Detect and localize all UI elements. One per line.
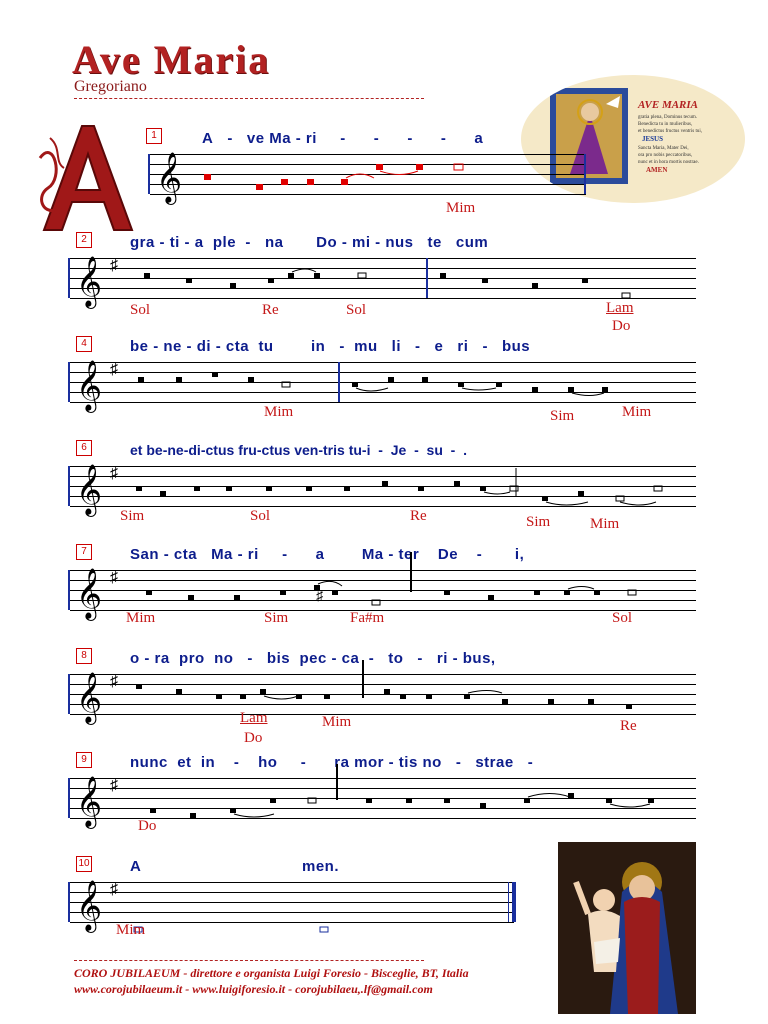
chord-label: Lam [606,300,634,316]
syllable: Ma [269,130,292,147]
chord-label: Mim [126,610,156,626]
syllable: - [153,338,159,355]
sharp-icon: ♯ [110,361,118,378]
syllable: et [177,754,192,771]
illumination-line: Sancta Maria, Mater Dei, [638,146,689,151]
syllable: A [202,130,214,147]
music-system-6 [68,648,696,748]
system-number: 8 [76,648,92,664]
syllable: De [437,546,459,563]
syllable: Je [390,442,407,458]
chord-label: Sol [346,302,367,318]
syllable: - [237,546,244,563]
syllable: - [361,442,367,458]
system-number: 1 [146,128,162,144]
sharp-icon: ♯ [110,881,118,898]
syllable: - [452,650,459,667]
syllable: nunc [130,754,168,771]
chord-label: Sol [130,302,151,318]
illumination-line: nunc et in hora mortis nostrae. [638,160,699,165]
syllable: - [476,546,483,563]
syllable: a [315,546,325,563]
syllable: men. [302,858,340,875]
chord-label: Mim [590,516,620,532]
syllable: - [375,234,381,251]
syllable: ctus [205,442,235,458]
chord-label: Sim [120,508,145,524]
treble-clef-icon: 𝄞 [76,464,103,515]
syllable: ple [212,234,237,251]
syllable: - [341,234,348,251]
title-divider [74,98,424,99]
syllable: pro [179,650,205,667]
illumination-line: AMEN [646,166,668,174]
syllable: - [440,130,447,147]
staff [148,152,586,203]
chord-label: Re [410,508,427,524]
syllable: tu [348,442,362,458]
system-number: 6 [76,440,92,456]
syllable: strae [475,754,514,771]
syllable: - [339,338,345,355]
syllable: - [247,650,253,667]
sharp-icon: ♯ [110,777,118,794]
treble-clef-icon: 𝄞 [76,360,103,411]
syllable: - [407,130,413,147]
music-system-4 [68,440,696,540]
syllable: cta [225,338,250,355]
syllable: di [188,442,201,458]
syllable: bus [501,338,531,355]
illumination-line: Benedicta tu in mulieribus, [638,122,693,127]
syllable: nus [385,234,414,251]
page-title: Ave Maria [72,37,271,82]
syllable: ri [457,338,469,355]
syllable: mor [354,754,384,771]
syllable: - [295,130,302,147]
syllable: ri [247,546,259,563]
syllable: San [130,546,160,563]
syllable: no [214,650,234,667]
syllable: - [455,754,462,771]
treble-clef-icon: 𝄞 [156,152,183,203]
syllable: - [184,234,191,251]
syllable: tis [398,754,418,771]
treble-clef-icon: 𝄞 [76,880,103,931]
syllable: - [331,650,337,667]
syllable: be [130,338,149,355]
syllable: - [163,546,170,563]
syllable: li [391,338,402,355]
music-system-3 [68,336,696,436]
illumination-line: et benedictus fructus ventris tui, [638,129,703,134]
sharp-icon: ♯ [110,569,118,586]
syllable: - [300,754,307,771]
chord-label: Mim [116,922,146,938]
syllable: i, [514,546,525,563]
system-number: 4 [76,336,92,352]
notes [70,664,696,726]
chord-label: Do [244,730,263,746]
notes [70,352,696,414]
syllable: - [215,338,222,355]
chord-label: Fa#m [350,610,385,626]
chord-label: Sim [264,610,289,626]
syllable: ra [334,754,350,771]
illumination-line: AVE MARIA [638,99,699,111]
syllable: o [130,650,140,667]
syllable: - [282,546,288,563]
chord-label: Lam [240,710,268,726]
syllable: ra [154,650,170,667]
syllable: te [427,234,442,251]
syllable: ri [436,650,448,667]
syllable: su [426,442,443,458]
chord-label: Mim [622,404,652,420]
illumination-line: gratia plena, Dominus tecum. [638,115,698,120]
sharp-icon: ♯ [110,465,118,482]
syllable: - [256,442,262,458]
system-number: 2 [76,232,92,248]
music-system-2 [68,232,696,332]
chord-label: Do [612,318,631,334]
syllable: Ma [211,546,233,563]
sharp-icon: ♯ [316,587,323,603]
page-subtitle: Gregoriano [74,78,147,95]
syllable: - [200,442,206,458]
syllable: ter [398,546,420,563]
treble-clef-icon: 𝄞 [76,776,103,827]
syllable: ca [341,650,360,667]
music-system-5 [68,544,696,644]
syllable: ve [246,130,265,147]
system-number: 9 [76,752,92,768]
notes [70,768,696,830]
chord-label: Mim [322,714,352,730]
chord-label: Do [138,818,157,834]
syllable: a [474,130,484,147]
syllable: ne [167,442,184,458]
system-number: 10 [76,856,92,872]
notes [150,144,586,206]
syllable: ho [258,754,278,771]
illumination-line: ora pro nobis peccatoribus, [638,153,693,158]
chord-label: Mim [264,404,294,420]
syllable: - [368,650,375,667]
syllable: e [434,338,444,355]
illumination-line: JESUS [642,135,664,143]
notes [70,248,696,310]
syllable: bus, [462,650,496,667]
syllable: no [422,754,442,771]
chord-label: Mim [446,200,476,216]
syllable: - [159,234,166,251]
syllable: pec [299,650,327,667]
syllable: - [233,754,240,771]
syllable: di [196,338,212,355]
chord-label: Re [262,302,279,318]
syllable: mi [351,234,371,251]
notes [70,456,696,518]
syllable: i [366,442,371,458]
syllable: gra [130,234,155,251]
syllable: in [200,754,216,771]
syllable: Ma [361,546,384,563]
chord-label: Sim [526,514,551,530]
chord-label: Sol [612,610,633,626]
syllable: A [130,858,142,875]
syllable: - [450,442,456,458]
syllable: - [183,442,189,458]
syllable: Do [316,234,338,251]
syllable: tu [258,338,274,355]
syllable: - [417,650,423,667]
syllable: - [340,130,346,147]
syllable: - [388,754,395,771]
system-number: 7 [76,544,92,560]
syllable: - [162,442,168,458]
syllable: fru [238,442,257,458]
footer-credits: CORO JUBILAEUM - direttore e organista Luigi Foresio - Bisceglie, BT, Italia [74,966,469,980]
music-system-8 [68,856,696,956]
chord-label: Sol [250,508,271,524]
syllable: - [527,754,534,771]
staff [68,360,696,411]
syllable: ven [294,442,319,458]
syllable: mu [354,338,378,355]
syllable: ti [169,234,180,251]
syllable: na [264,234,284,251]
sharp-icon: ♯ [110,257,118,274]
syllable: bis [266,650,291,667]
syllable: in [310,338,326,355]
syllable: - [318,442,324,458]
syllable: tris [323,442,345,458]
syllable: - [373,130,380,147]
syllable: - [227,130,233,147]
syllable: - [245,234,251,251]
syllable: ri [305,130,317,147]
syllable: - [414,442,419,458]
syllable: - [144,650,150,667]
syllable: a [194,234,204,251]
syllable: ctus [261,442,291,458]
sharp-icon: ♯ [110,673,118,690]
syllable: - [415,338,421,355]
chord-label: Sim [550,408,575,424]
staff [68,256,696,307]
syllable: cta [173,546,198,563]
staff [68,464,696,515]
music-system-1 [68,128,696,228]
syllable: cum [455,234,489,251]
syllable: ne [163,338,182,355]
chord-label: Re [620,718,637,734]
syllable: - [378,442,383,458]
syllable: - [482,338,488,355]
treble-clef-icon: 𝄞 [76,256,103,307]
syllable: . [463,442,467,458]
syllable: be [146,442,163,458]
treble-clef-icon: 𝄞 [76,672,103,723]
footer-divider [74,960,424,961]
music-system-7 [68,752,696,852]
syllable: et [130,442,143,458]
syllable: - [186,338,193,355]
treble-clef-icon: 𝄞 [76,568,103,619]
syllable: - [388,546,394,563]
syllable: to [388,650,404,667]
footer-links: www.corojubilaeum.it - www.luigiforesio.it - corojubilaeu,.lf@gmail.com [74,982,433,996]
